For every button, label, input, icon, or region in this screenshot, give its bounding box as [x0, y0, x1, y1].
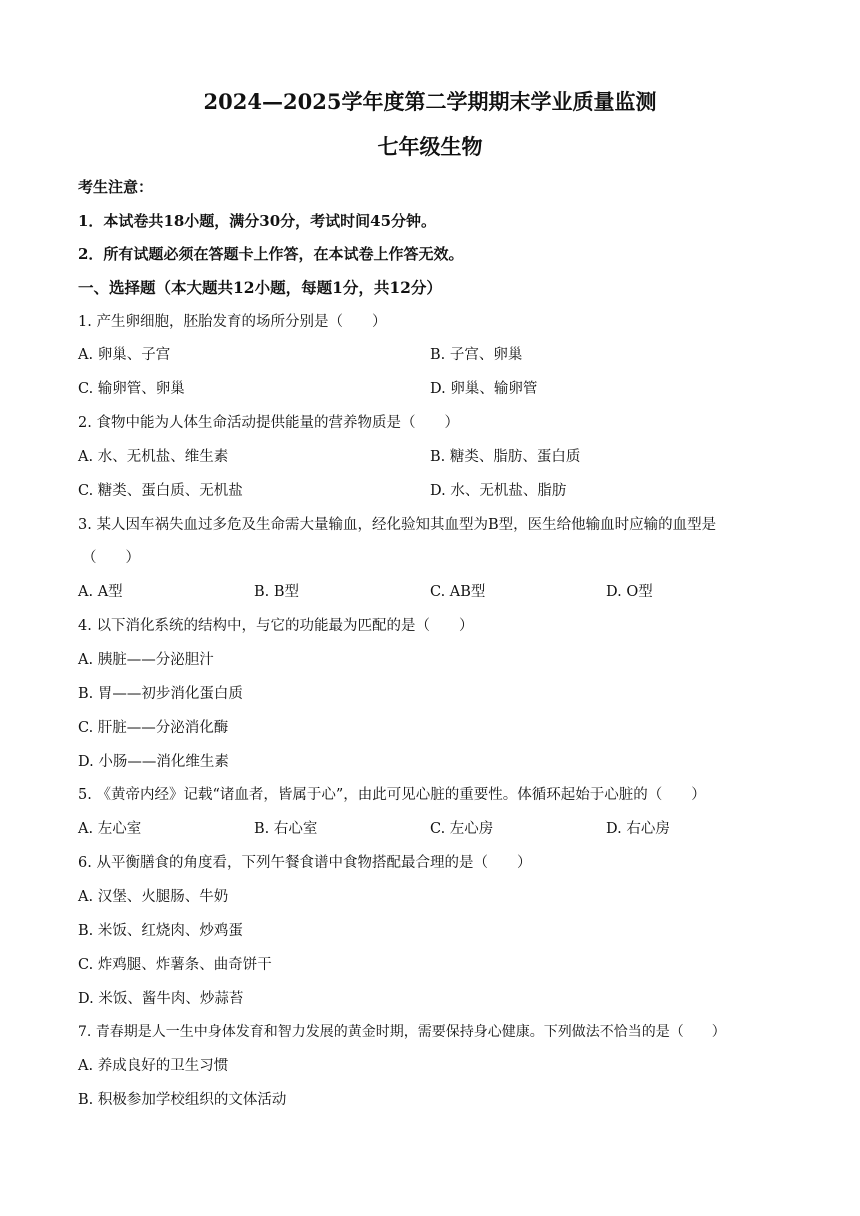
question-option: C. 糖类、蛋白质、无机盐: [78, 483, 243, 499]
question-option: D. 右心房: [606, 821, 670, 837]
question-option: A. 养成良好的卫生习惯: [78, 1058, 229, 1074]
question-option: C. 炸鸡腿、炸薯条、曲奇饼干: [78, 957, 272, 973]
question-option: B. 积极参加学校组织的文体活动: [78, 1092, 287, 1108]
question-option: A. 水、无机盐、维生素: [78, 449, 229, 465]
question-stem: 7. 青春期是人一生中身体发育和智力发展的黄金时期，需要保持身心健康。下列做法不恰当的是（ ）: [78, 1024, 726, 1040]
question-stem-continued: （ ）: [82, 550, 140, 566]
question-option: A. 左心室: [78, 821, 142, 837]
question-option: B. B型: [254, 584, 300, 600]
section-heading: 一、选择题（本大题共12小题，每题1分，共12分）: [78, 278, 442, 297]
question-option: C. 左心房: [430, 821, 494, 837]
question-option: D. 米饭、酱牛肉、炒蒜苔: [78, 991, 244, 1007]
question-option: B. 糖类、脂肪、蛋白质: [430, 449, 581, 465]
question-stem: 3. 某人因车祸失血过多危及生命需大量输血，经化验知其血型为B型，医生给他输血时应输的血型是: [78, 517, 717, 533]
question-stem: 2. 食物中能为人体生命活动提供能量的营养物质是（ ）: [78, 415, 459, 431]
question-option: D. O型: [606, 584, 653, 600]
notice-heading: 考生注意：: [78, 178, 154, 196]
exam-title: 2024—2025学年度第二学期期末学业质量监测: [203, 89, 657, 114]
question-option: B. 米饭、红烧肉、炒鸡蛋: [78, 923, 243, 939]
notice-item: 1．本试卷共18小题，满分30分，考试时间45分钟。: [78, 212, 437, 230]
question-stem: 1. 产生卵细胞，胚胎发育的场所分别是（ ）: [78, 314, 387, 330]
question-stem: 6. 从平衡膳食的角度看，下列午餐食谱中食物搭配最合理的是（ ）: [78, 855, 532, 871]
question-option: C. 输卵管、卵巢: [78, 381, 185, 397]
question-option: D. 卵巢、输卵管: [430, 381, 538, 397]
question-stem: 4. 以下消化系统的结构中，与它的功能最为匹配的是（ ）: [78, 618, 474, 634]
question-option: A. 卵巢、子宫: [78, 347, 171, 363]
exam-subtitle: 七年级生物: [377, 134, 483, 159]
question-option: C. 肝脏——分泌消化酶: [78, 720, 229, 736]
question-option: A. 胰脏——分泌胆汁: [78, 652, 214, 668]
question-option: D. 水、无机盐、脂肪: [430, 483, 567, 499]
question-stem: 5. 《黄帝内经》记载“诸血者，皆属于心”，由此可见心脏的重要性。体循环起始于心脏的（ ）: [78, 787, 706, 803]
question-option: B. 右心室: [254, 821, 318, 837]
question-option: B. 胃——初步消化蛋白质: [78, 686, 243, 702]
question-option: A. A型: [78, 584, 123, 600]
question-option: C. AB型: [430, 584, 486, 600]
question-option: A. 汉堡、火腿肠、牛奶: [78, 889, 229, 905]
question-option: B. 子宫、卵巢: [430, 347, 523, 363]
question-option: D. 小肠——消化维生素: [78, 754, 229, 770]
notice-item: 2．所有试题必须在答题卡上作答，在本试卷上作答无效。: [78, 245, 464, 263]
